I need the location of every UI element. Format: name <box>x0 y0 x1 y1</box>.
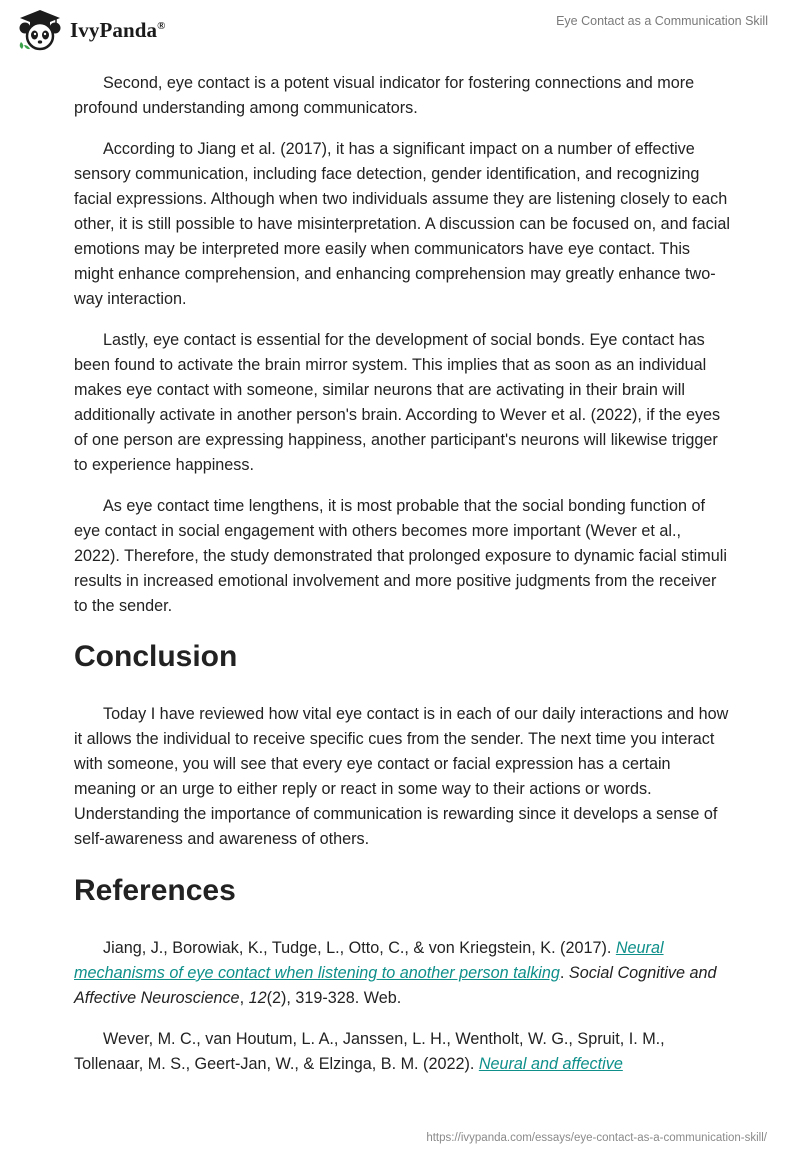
body-paragraph: As eye contact time lengthens, it is most probable that the social bonding function of eye contact in social engagement with others becomes more important (Wever et al., 2022). Therefore, the study demonstrated that prolonged exposure to dynamic facial stimuli results in increased emotional involvement and more positive judgments from the receiver to the sender. <box>74 497 727 615</box>
reference-journal: Social Cognitive and Affective Neuroscience <box>74 964 717 1007</box>
reference-punct: . <box>559 964 569 982</box>
reference-authors: Jiang, J., Borowiak, K., Tudge, L., Otto, C., & von Kriegstein, K. (2017). <box>103 939 616 957</box>
reference-link[interactable]: Neural mechanisms of eye contact when listening to another person talking <box>74 939 664 982</box>
panda-logo-icon <box>16 8 64 52</box>
body-paragraph: Second, eye contact is a potent visual indicator for fostering connections and more profound understanding among communicators. <box>74 74 695 117</box>
footer-url: https://ivypanda.com/essays/eye-contact-as-a-communication-skill/ <box>426 1132 767 1144</box>
reference-authors: Wever, M. C., van Houtum, L. A., Janssen, L. H., Wentholt, W. G., Spruit, I. M., Tollenaar, M. S., Geert-Jan, W., & Elzinga, B. M. (2022). <box>74 1030 665 1073</box>
reference-link[interactable]: Neural and affective <box>478 1055 623 1073</box>
reference-entry <box>74 1027 730 1077</box>
reference-volume: 12 <box>248 989 267 1007</box>
body-paragraph: According to Jiang et al. (2017), it has a significant impact on a number of effective sensory communication, including face detection, gender identification, and recognizing facial expressions. Although when two individuals assume they are listening closely to each other, it is still possible to have misinterpretation. A discussion can be focused on, and facial emotions may be interpreted more easily when communicators have eye contact. This might enhance comprehension, and enhancing comprehension may greatly enhance two-way interaction. <box>74 140 730 308</box>
body-paragraph: Lastly, eye contact is essential for the development of social bonds. Eye contact has been found to activate the brain mirror system. This implies that as soon as an individual makes eye contact with someone, similar neurons that are activating in their brain will additionally activate in another person's brain. According to Wever et al. (2022), if the eyes of one person are expressing happiness, another participant's neurons will likewise trigger to experience happiness. <box>74 331 721 474</box>
ivypanda-logo[interactable] <box>16 8 166 52</box>
essay-content <box>74 71 730 1093</box>
document-title: Eye Contact as a Communication Skill <box>556 14 768 28</box>
page-header <box>0 0 800 60</box>
conclusion-paragraph: Today I have reviewed how vital eye contact is in each of our daily interactions and how it allows the individual to receive specific cues from the sender. The next time you interact with someone, you will see that every eye contact or facial expression has a certain meaning or an urge to either reply or react in some way to their actions or words. Understanding the importance of communication is rewarding since it develops a sense of self-awareness and awareness of others. <box>74 705 729 848</box>
logo-wordmark: IvyPanda® <box>70 17 166 42</box>
conclusion-heading: Conclusion <box>74 640 238 673</box>
reference-pages: (2), 319-328. Web. <box>266 989 402 1007</box>
references-heading: References <box>74 874 236 907</box>
reference-entry <box>74 936 730 1011</box>
reference-punct: , <box>239 989 249 1007</box>
